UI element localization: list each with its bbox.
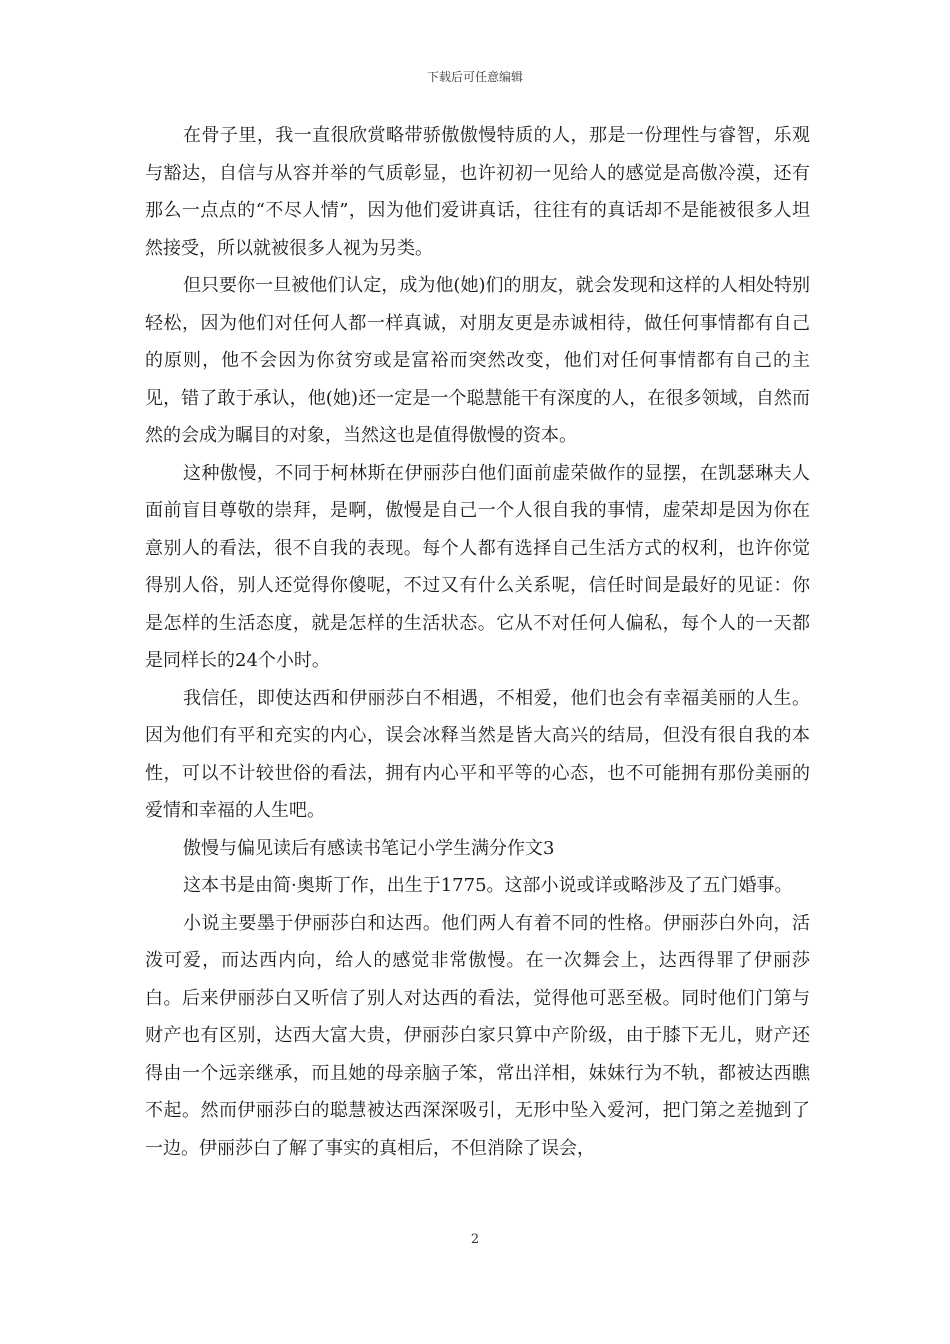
paragraph: 小说主要墨于伊丽莎白和达西。他们两人有着不同的性格。伊丽莎白外向，活泼可爱，而达西内向，给人的感觉非常傲慢。在一次舞会上，达西得罪了伊丽莎白。后来伊丽莎白又听信了别人对达西的看法，觉得他可恶至极。同时他们门第与财产也有区别，达西大富大贵，伊丽莎白家只算中产阶级，由于膝下无儿，财产还得由一个远亲继承，而且她的母亲脑子笨，常出洋相，妹妹行为不轨，都被达西瞧不起。然而伊丽莎白的聪慧被达西深深吸引，无形中坠入爱河，把门第之差抛到了一边。伊丽莎白了解了事实的真相后，不但消除了误会， [145, 912, 810, 1159]
body-text [145, 117, 810, 1167]
page-header: 下载后可任意编辑 [426, 70, 523, 84]
paragraph: 我信任，即使达西和伊丽莎白不相遇，不相爱，他们也会有幸福美丽的人生。因为他们有平和充实的内心，误会冰释当然是皆大高兴的结局，但没有很自我的本性，可以不计较世俗的看法，拥有内心平和平等的心态，也不可能拥有那份美丽的爱情和幸福的人生吧。 [145, 687, 810, 821]
paragraph: 在骨子里，我一直很欣赏略带骄傲傲慢特质的人，那是一份理性与睿智，乐观与豁达，自信与从容并举的气质彰显，也许初初一见给人的感觉是高傲冷漠，还有那么一点点的“不尽人情”，因为他们爱讲真话，往往有的真话却不是能被很多人坦然接受，所以就被很多人视为另类。 [145, 125, 810, 259]
paragraph: 这种傲慢，不同于柯林斯在伊丽莎白他们面前虚荣做作的显摆，在凯瑟琳夫人面前盲目尊敬的崇拜，是啊，傲慢是自己一个人很自我的事情，虚荣却是因为你在意别人的看法，很不自我的表现。每个人都有选择自己生活方式的权利，也许你觉得别人俗，别人还觉得你傻呢，不过又有什么关系呢，信任时间是最好的见证：你是怎样的生活态度，就是怎样的生活状态。它从不对任何人偏私，每个人的一天都是同样长的24个小时。 [145, 462, 810, 671]
section-title: 傲慢与偏见读后有感读书笔记小学生满分作文3 [183, 837, 555, 859]
paragraph: 这本书是由简·奥斯丁作，出生于1775。这部小说或详或略涉及了五门婚事。 [183, 875, 793, 896]
paragraph: 但只要你一旦被他们认定，成为他(她)们的朋友，就会发现和这样的人相处特别轻松，因为他们对任何人都一样真诚，对朋友更是赤诚相待，做任何事情都有自己的原则，他不会因为你贫穷或是富裕而突然改变，他们对任何事情都有自己的主见，错了敢于承认，他(她)还一定是一个聪慧能干有深度的人，在很多领域，自然而然的会成为瞩目的对象，当然这也是值得傲慢的资本。 [145, 275, 810, 446]
page-number: 2 [470, 1232, 480, 1247]
